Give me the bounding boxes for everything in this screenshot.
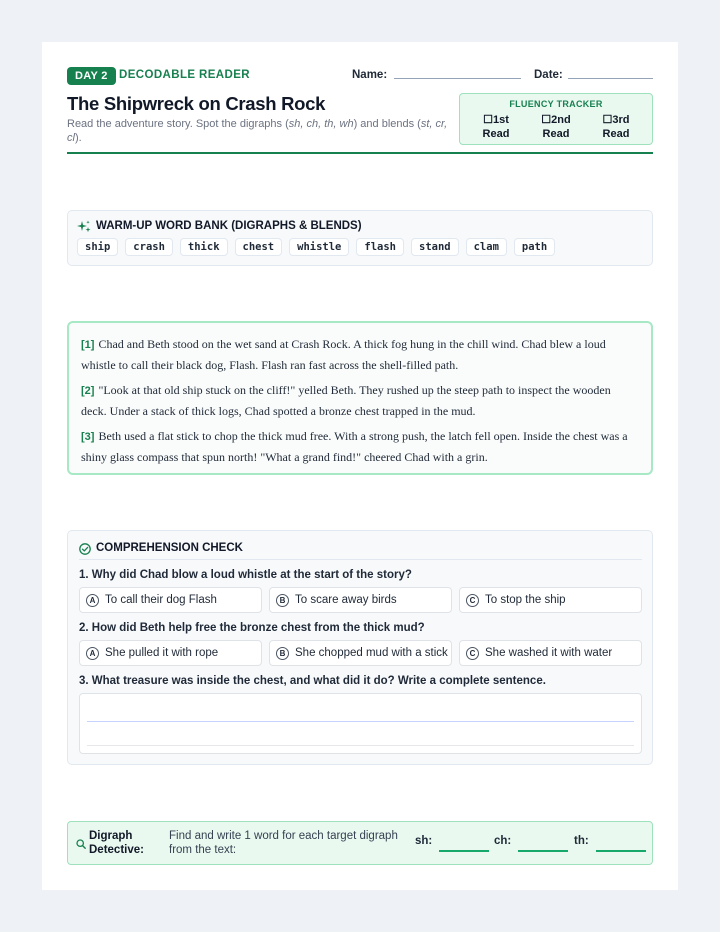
digraph-answer-th[interactable] — [596, 850, 646, 852]
question-2: 2. How did Beth help free the bronze chest from the thick mud? — [79, 622, 425, 634]
option-text: To stop the ship — [485, 594, 566, 606]
fluency-tracker-title: FLUENCY TRACKER — [509, 99, 603, 109]
word-chip: thick — [180, 238, 228, 256]
option-letter: C — [466, 647, 479, 660]
writing-line — [87, 745, 634, 746]
page-title: The Shipwreck on Crash Rock — [67, 93, 326, 114]
q1-option-a[interactable] — [79, 587, 262, 613]
detective-title: Digraph Detective: — [89, 830, 144, 856]
option-text: To scare away birds — [295, 594, 397, 606]
option-letter: B — [276, 647, 289, 660]
section-divider — [79, 559, 642, 560]
option-text: She washed it with water — [485, 647, 613, 659]
option-letter: A — [86, 647, 99, 660]
header-divider — [67, 152, 653, 154]
question-1: 1. Why did Chad blow a loud whistle at the start of the story? — [79, 569, 412, 581]
reader-type-label: DECODABLE READER — [119, 69, 250, 81]
word-chips — [77, 238, 555, 256]
digraph-label-ch: ch: — [494, 835, 512, 847]
word-chip: stand — [411, 238, 459, 256]
digraph-label-sh: sh: — [415, 835, 433, 847]
word-chip: flash — [356, 238, 404, 256]
digraph-detective — [67, 821, 653, 865]
day-badge: DAY 2 — [67, 67, 116, 85]
word-chip: crash — [125, 238, 173, 256]
question-3: 3. What treasure was inside the chest, and what did it do? Write a complete sentence. — [79, 675, 546, 687]
word-chip: clam — [466, 238, 507, 256]
digraph-label-th: th: — [574, 835, 589, 847]
worksheet-page — [42, 42, 678, 890]
story-paragraph: [2] "Look at that old ship stuck on the cliff!" yelled Beth. They rushed up the steep path to inspect the wooden deck. Under a stack of thick logs, Chad spotted a bronze chest trapped in the mud. — [81, 383, 611, 418]
paragraph-number: [1] — [81, 339, 95, 351]
q2-option-b[interactable] — [269, 640, 452, 666]
digraph-answer-ch[interactable] — [518, 850, 568, 852]
story-paragraph: [3] Beth used a flat stick to chop the thick mud free. With a strong push, the latch fell open. Inside the chest was a shiny glass compass that spun north! "What a grand find!" cheered Chad with a grin. — [81, 429, 628, 464]
q2-option-a[interactable] — [79, 640, 262, 666]
writing-line — [87, 721, 634, 722]
q1-option-c[interactable] — [459, 587, 642, 613]
q1-option-b[interactable] — [269, 587, 452, 613]
story-passage — [67, 321, 653, 475]
q3-answer-box[interactable] — [79, 693, 642, 754]
detective-instructions: Find and write 1 word for each target digraph from the text: — [169, 830, 398, 856]
tracker-checkbox-1st[interactable]: ☐1st Read — [482, 114, 510, 140]
fluency-tracker — [459, 93, 653, 145]
word-bank — [67, 210, 653, 266]
name-label: Name: — [352, 69, 388, 81]
option-letter: C — [466, 594, 479, 607]
date-label: Date: — [534, 69, 563, 81]
tracker-checkbox-2nd[interactable]: ☐2nd Read — [541, 114, 571, 140]
tracker-checkbox-3rd[interactable]: ☐3rd Read — [602, 114, 630, 140]
paragraph-number: [2] — [81, 385, 95, 397]
word-chip: chest — [235, 238, 283, 256]
word-chip: ship — [77, 238, 118, 256]
check-circle-icon — [79, 543, 91, 555]
sparkle-icon — [77, 220, 91, 234]
page-instructions: Read the adventure story. Spot the digraphs (sh, ch, th, wh) and blends (st, cr, cl). — [67, 118, 448, 144]
word-bank-title: WARM-UP WORD BANK (DIGRAPHS & BLENDS) — [96, 220, 362, 232]
option-letter: A — [86, 594, 99, 607]
paragraph-number: [3] — [81, 431, 95, 443]
word-chip: whistle — [289, 238, 349, 256]
comprehension-check — [67, 530, 653, 765]
word-chip: path — [514, 238, 555, 256]
option-text: To call their dog Flash — [105, 594, 217, 606]
name-field[interactable] — [394, 78, 521, 79]
story-paragraph: [1] Chad and Beth stood on the wet sand at Crash Rock. A thick fog hung in the chill wind. Chad blew a loud whistle to call their black dog, Flash. Flash ran fast across the shell-filled path. — [81, 337, 606, 372]
digraph-answer-sh[interactable] — [439, 850, 489, 852]
option-letter: B — [276, 594, 289, 607]
search-icon — [76, 839, 86, 849]
option-text: She chopped mud with a stick — [295, 647, 448, 659]
date-field[interactable] — [568, 78, 653, 79]
q2-option-c[interactable] — [459, 640, 642, 666]
comprehension-title: COMPREHENSION CHECK — [96, 542, 243, 554]
option-text: She pulled it with rope — [105, 647, 219, 659]
